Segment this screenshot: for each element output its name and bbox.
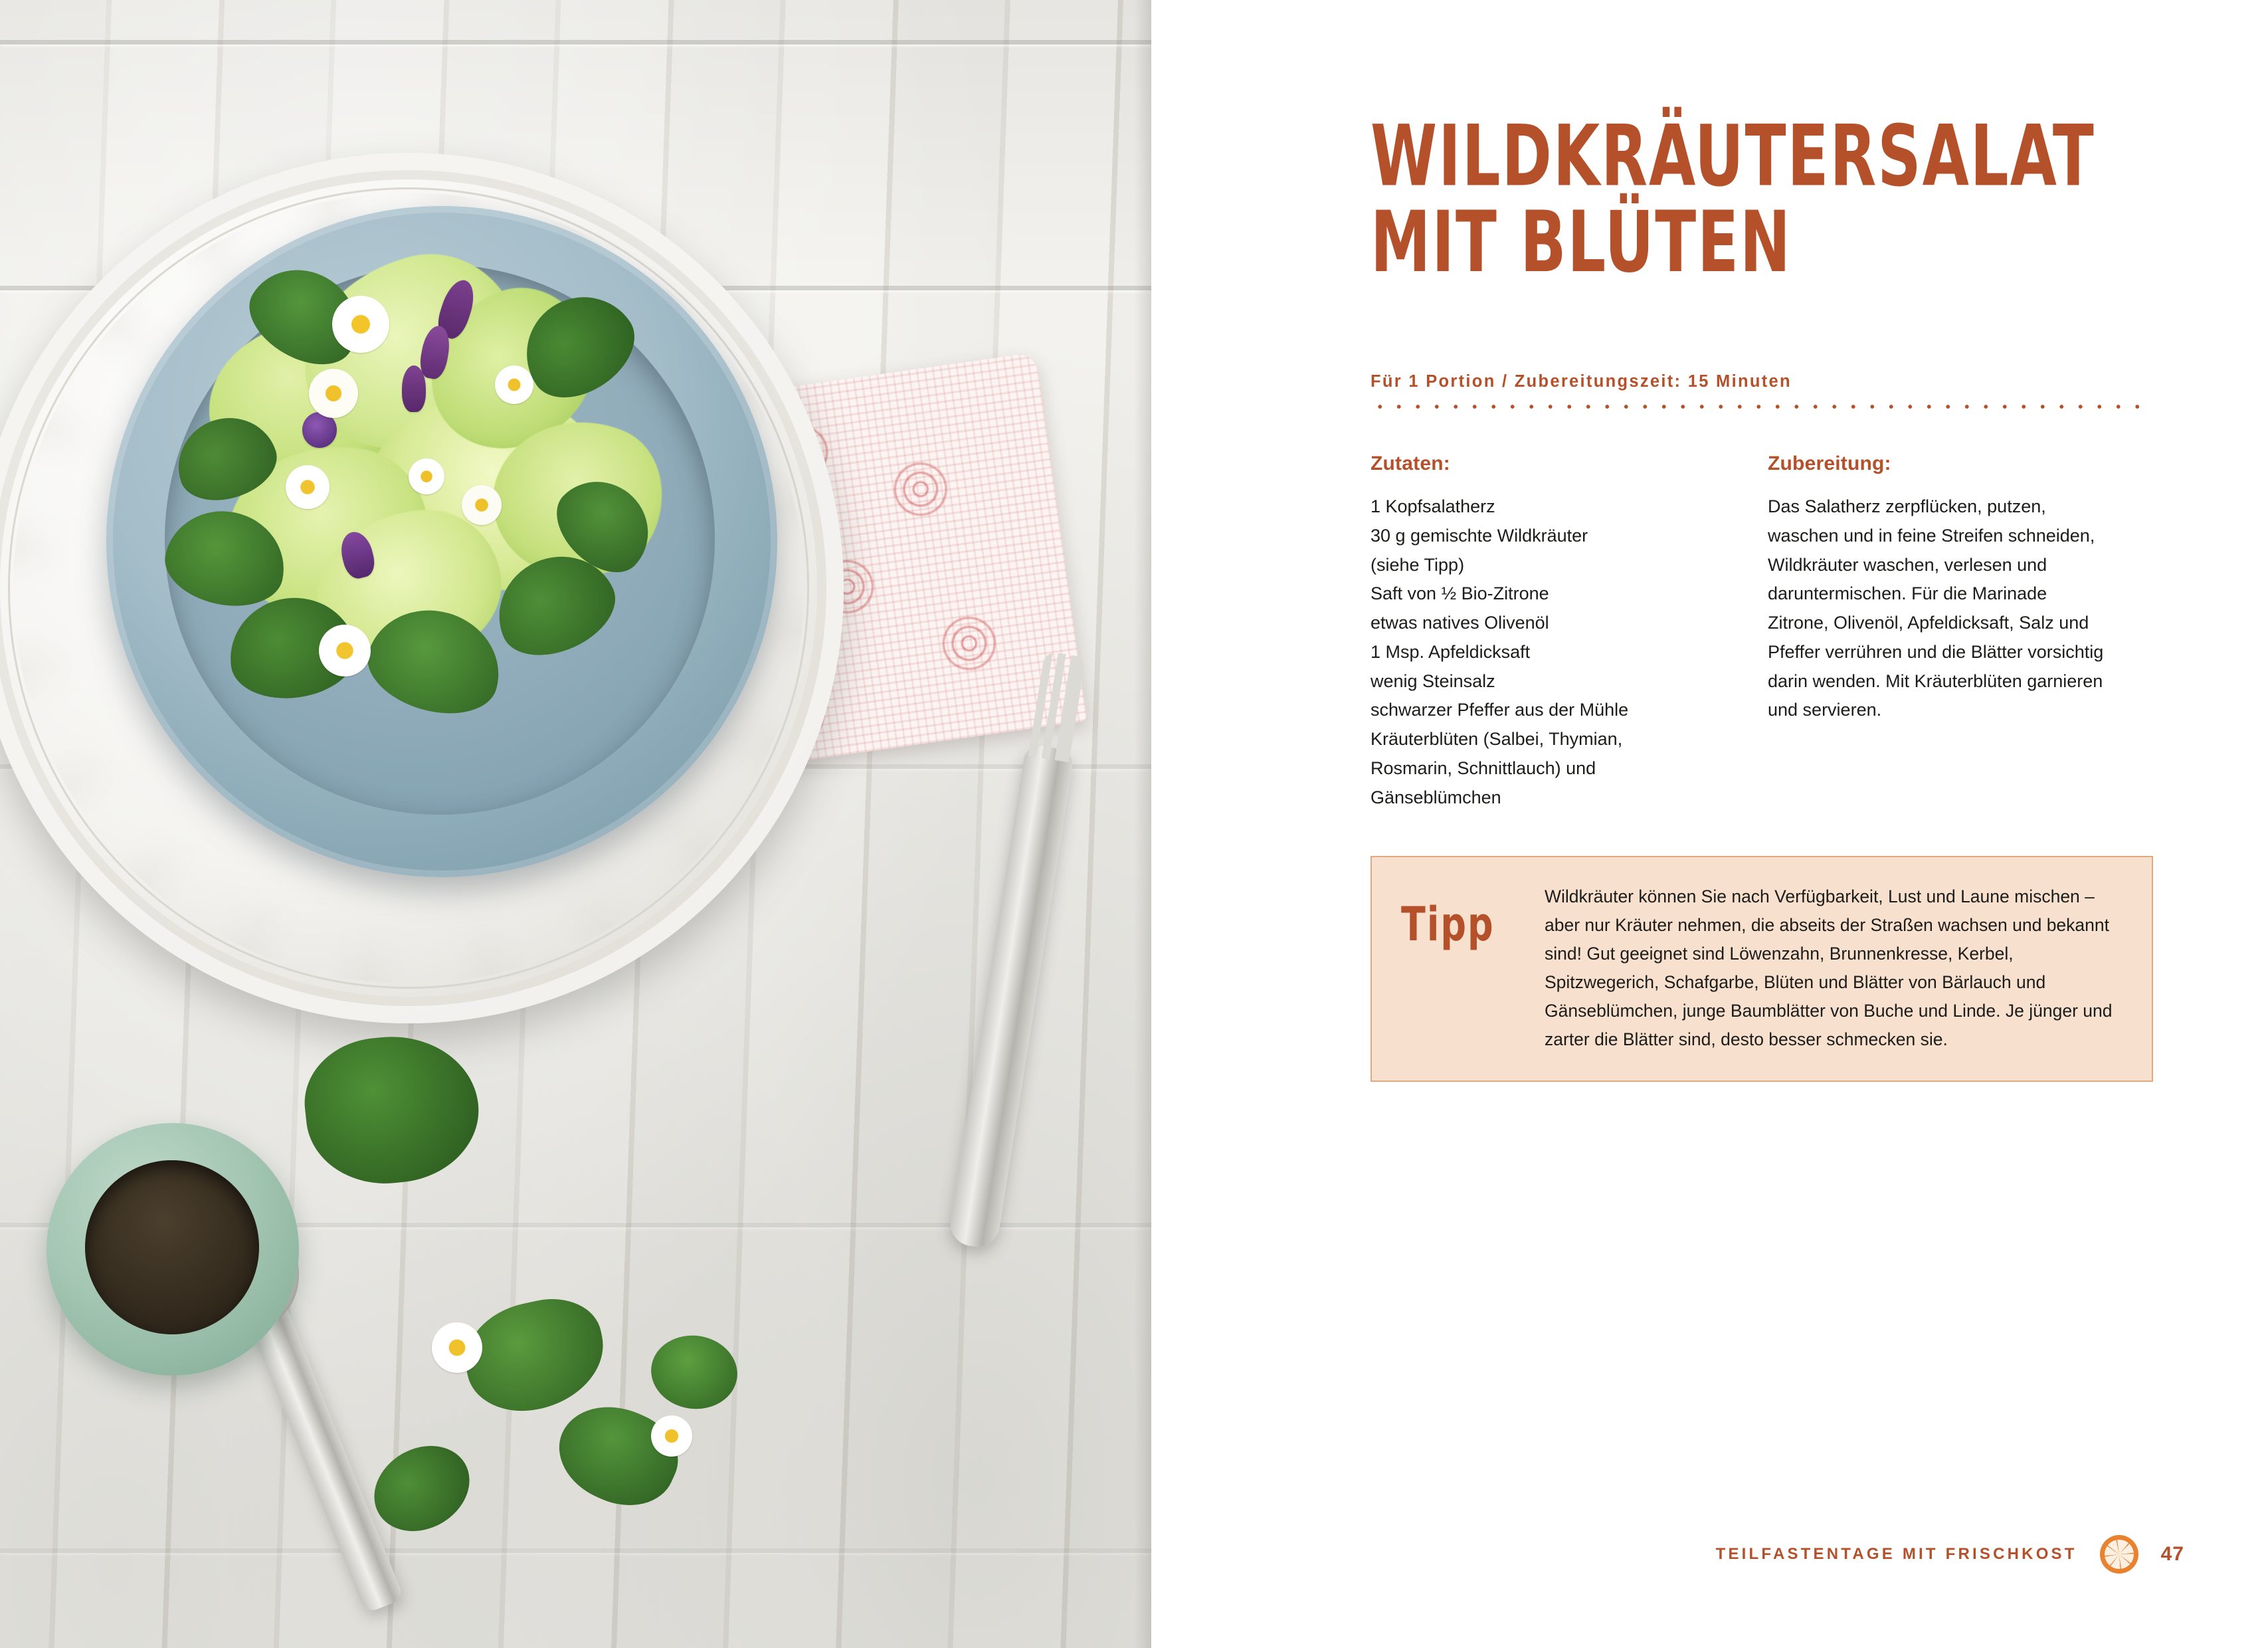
recipe-title-line-1: WILDKRÄUTERSALAT — [1370, 106, 2095, 206]
chapter-name: TEILFASTENTAGE MIT FRISCHKOST — [1715, 1545, 2077, 1563]
ingredients-heading: Zutaten: — [1370, 453, 1450, 475]
ingredient-item: 1 Kopfsalatherz — [1370, 496, 1495, 517]
plank-seam — [0, 40, 1151, 45]
napkin-rose-motif — [924, 598, 1014, 688]
ingredient-item: schwarzer Pfeffer aus der Mühle — [1370, 700, 1629, 720]
plank-seam — [0, 1548, 1151, 1553]
napkin-rose-motif — [876, 444, 966, 534]
bowl-interior — [165, 264, 715, 815]
ingredient-item: 30 g gemischte Wildkräuter — [1370, 525, 1588, 546]
page-title — [1370, 106, 2128, 292]
page-number: 47 — [2160, 1543, 2184, 1565]
orange-slice-icon — [2100, 1535, 2138, 1574]
preparation-column — [1768, 453, 2107, 812]
preparation-text: Das Salatherz zerpflücken, putzen, waschen und in feine Streifen schneiden, Wildkräuter waschen, verlesen und daruntermischen. Für die Marinade Zitrone, Olivenöl, Apfeldicksaft, Salz und Pfeffer verrühren und die Blätter vorsichtig darin wenden. Mit Kräuterblüten garnieren und servieren. — [1768, 496, 2104, 720]
ingredient-item: wenig Steinsalz — [1370, 670, 1495, 691]
ingredients-column — [1370, 453, 1709, 812]
preparation-heading: Zubereitung: — [1768, 453, 1891, 475]
tip-box — [1370, 856, 2153, 1082]
page-footer — [1716, 1535, 2184, 1574]
tip-label: Tipp — [1401, 897, 1495, 952]
tip-text: Wildkräuter können Sie nach Verfügbarkeit, Lust und Laune mischen – aber nur Kräuter nehmen, die abseits der Straßen wachsen und bekannt sind! Gut geeignet sind Löwenzahn, Brunnenkresse, Kerbel, Spitzwegerich, Schafgarbe, Blüten und Blätter von Bärlauch und Gänseblümchen, junge Baumblätter von Buche und Linde. Je jünger und zarter die Blätter sind, desto besser schmecken sie. — [1545, 886, 2113, 1049]
ingredient-item: Rosmarin, Schnittlauch) und — [1370, 758, 1596, 778]
scattered-daisy — [651, 1415, 692, 1457]
ingredient-item: 1 Msp. Apfeldicksaft — [1370, 641, 1531, 662]
ingredient-item: Gänseblümchen — [1370, 787, 1501, 807]
dotted-divider — [1370, 403, 2151, 410]
recipe-columns — [1370, 453, 2151, 812]
ingredient-item: etwas natives Olivenöl — [1370, 613, 1549, 633]
recipe-text-page — [1151, 0, 2268, 1648]
scattered-daisy — [432, 1322, 482, 1373]
recipe-block — [1370, 106, 2151, 1082]
ingredient-item: Saft von ½ Bio-Zitrone — [1370, 583, 1549, 604]
recipe-title-line-2: MIT BLÜTEN — [1370, 192, 1792, 292]
ingredient-item: Kräuterblüten (Salbei, Thymian, — [1370, 729, 1623, 750]
page-gutter-shadow — [1134, 0, 1151, 1648]
dressing-jar — [47, 1123, 299, 1376]
ingredient-item: (siehe Tipp) — [1370, 554, 1465, 575]
recipe-meta: Für 1 Portion / Zubereitungszeit: 15 Minuten — [1370, 372, 1792, 391]
